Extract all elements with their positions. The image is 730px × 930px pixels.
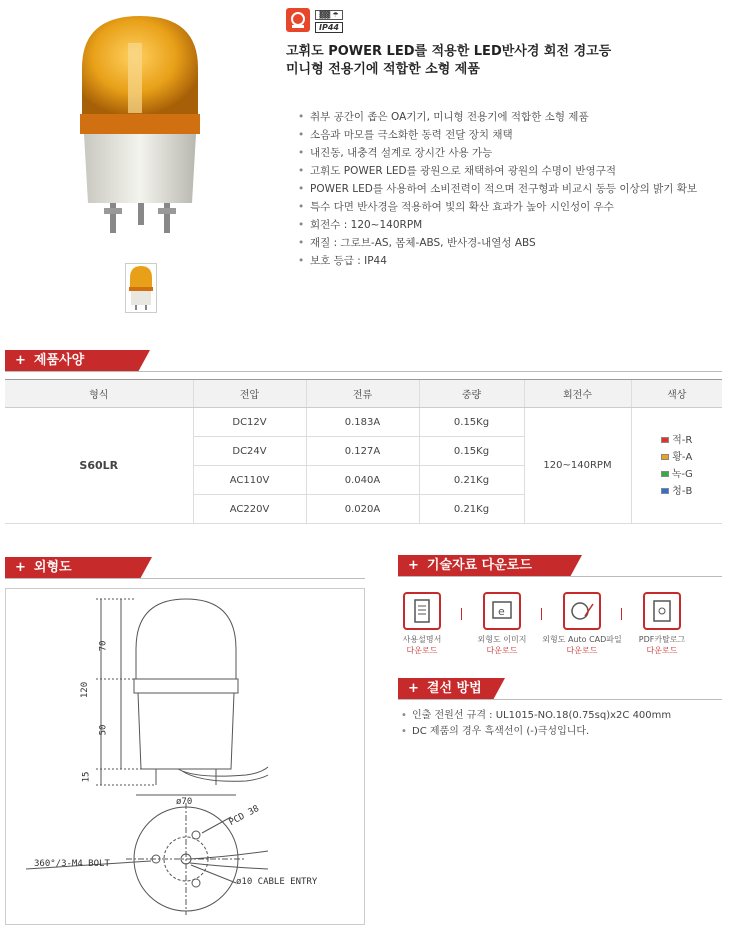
feature-list <box>296 108 726 270</box>
dim-120-label: 120 <box>80 681 91 699</box>
product-title-line1: 고휘도 POWER LED를 적용한 LED반사경 회전 경고등 <box>286 44 612 59</box>
pcd-label: PCD 38 <box>227 803 261 829</box>
document-icon <box>403 592 441 630</box>
plus-icon: + <box>408 558 419 573</box>
weight-cell: 0.21Kg <box>419 495 524 524</box>
weight-cell: 0.21Kg <box>419 466 524 495</box>
list-item: • 소음과 마모를 극소화한 동력 전달 장치 채택 <box>296 126 726 144</box>
spec-table <box>5 379 722 524</box>
plus-icon: + <box>15 353 26 368</box>
spec-section-header <box>5 350 138 372</box>
current-cell: 0.020A <box>306 495 419 524</box>
dim-phi70-label: ø70 <box>176 797 193 807</box>
dim-15-label: 15 <box>81 771 92 783</box>
green-swatch-icon <box>661 471 669 477</box>
list-item: • 특수 다면 반사경을 적용하여 빛의 확산 효과가 높아 시인성이 우수 <box>296 198 726 216</box>
divider <box>5 371 722 372</box>
table-header: 색상 <box>631 380 722 408</box>
section-title: 제품사양 <box>33 353 85 368</box>
cad-icon <box>563 592 601 630</box>
wiring-section-header <box>398 678 493 700</box>
rotating-light-icon <box>286 8 310 32</box>
color-option: 적-R <box>632 432 723 449</box>
plus-icon: + <box>408 681 419 696</box>
cad-download-button[interactable]: 외형도 Auto CAD파일 다운로드 <box>542 592 622 656</box>
red-swatch-icon <box>661 437 669 443</box>
bolt-label: 360°/3-M4 BOLT <box>34 859 110 869</box>
table-header: 회전수 <box>524 380 631 408</box>
product-title-line2: 미니형 전용기에 적합한 소형 제품 <box>286 62 480 77</box>
image-icon <box>483 592 521 630</box>
rpm-cell: 120~140RPM <box>524 408 631 524</box>
color-option: 황-A <box>632 449 723 466</box>
outline-image-download-button[interactable]: e 외형도 이미지 다운로드 <box>462 592 542 656</box>
wiring-list <box>400 708 725 740</box>
list-item: • DC 제품의 경우 흑색선이 (-)극성입니다. <box>400 724 725 740</box>
pdf-catalog-download-button[interactable]: PDF카탈로그 다운로드 <box>622 592 702 656</box>
dim-70-label: 70 <box>98 640 109 652</box>
voltage-cell: AC220V <box>193 495 306 524</box>
voltage-cell: DC24V <box>193 437 306 466</box>
cable-entry-label: ø10 CABLE ENTRY <box>236 877 318 887</box>
voltage-cell: DC12V <box>193 408 306 437</box>
list-item: • 재질 : 그로브-AS, 몸체-ABS, 반사경-내열성 ABS <box>296 234 726 252</box>
plus-icon: + <box>15 560 26 575</box>
current-cell: 0.127A <box>306 437 419 466</box>
catalog-icon <box>643 592 681 630</box>
model-cell: S60LR <box>5 408 193 524</box>
voltage-cell: AC110V <box>193 466 306 495</box>
section-title: 결선 방법 <box>426 681 482 696</box>
outline-drawing <box>5 588 365 925</box>
list-item: • POWER LED를 사용하여 소비전력이 적으며 전구형과 비교시 동등 이상의 밝기 확보 <box>296 180 726 198</box>
list-item: • 보호 등급 : IP44 <box>296 252 726 270</box>
ip-rating-badge: IP44 <box>315 22 343 33</box>
list-item: • 내진동, 내충격 설계로 장시간 사용 가능 <box>296 144 726 162</box>
table-header: 형식 <box>5 380 193 408</box>
product-thumbnail[interactable] <box>125 263 157 313</box>
dim-50-label: 50 <box>98 724 109 736</box>
outline-section-header <box>5 557 140 579</box>
table-header: 전압 <box>193 380 306 408</box>
section-title: 기술자료 다운로드 <box>426 558 532 573</box>
manual-download-button[interactable]: 사용설명서 다운로드 <box>382 592 462 656</box>
current-cell: 0.040A <box>306 466 419 495</box>
weight-cell: 0.15Kg <box>419 408 524 437</box>
waterproof-icon: ▓▓ ☂ <box>315 10 343 20</box>
table-header: 전류 <box>306 380 419 408</box>
list-item: • 취부 공간이 좁은 OA기기, 미니형 전용기에 적합한 소형 제품 <box>296 108 726 126</box>
svg-text:e: e <box>498 605 505 618</box>
divider <box>5 578 365 579</box>
color-cell <box>631 408 722 524</box>
table-row <box>5 408 722 437</box>
product-photo <box>70 8 210 248</box>
color-option: 녹-G <box>632 466 723 483</box>
section-title: 외형도 <box>33 560 72 575</box>
download-section-header <box>398 555 570 577</box>
list-item: • 인출 전원선 규격 : UL1015-NO.18(0.75sq)x2C 400mm <box>400 708 725 724</box>
divider <box>398 699 722 700</box>
color-option: 청-B <box>632 483 723 500</box>
weight-cell: 0.15Kg <box>419 437 524 466</box>
table-header: 중량 <box>419 380 524 408</box>
list-item: • 고휘도 POWER LED를 광원으로 채택하여 광원의 수명이 반영구적 <box>296 162 726 180</box>
current-cell: 0.183A <box>306 408 419 437</box>
list-item: • 회전수 : 120~140RPM <box>296 216 726 234</box>
blue-swatch-icon <box>661 488 669 494</box>
amber-swatch-icon <box>661 454 669 460</box>
divider <box>398 576 722 577</box>
